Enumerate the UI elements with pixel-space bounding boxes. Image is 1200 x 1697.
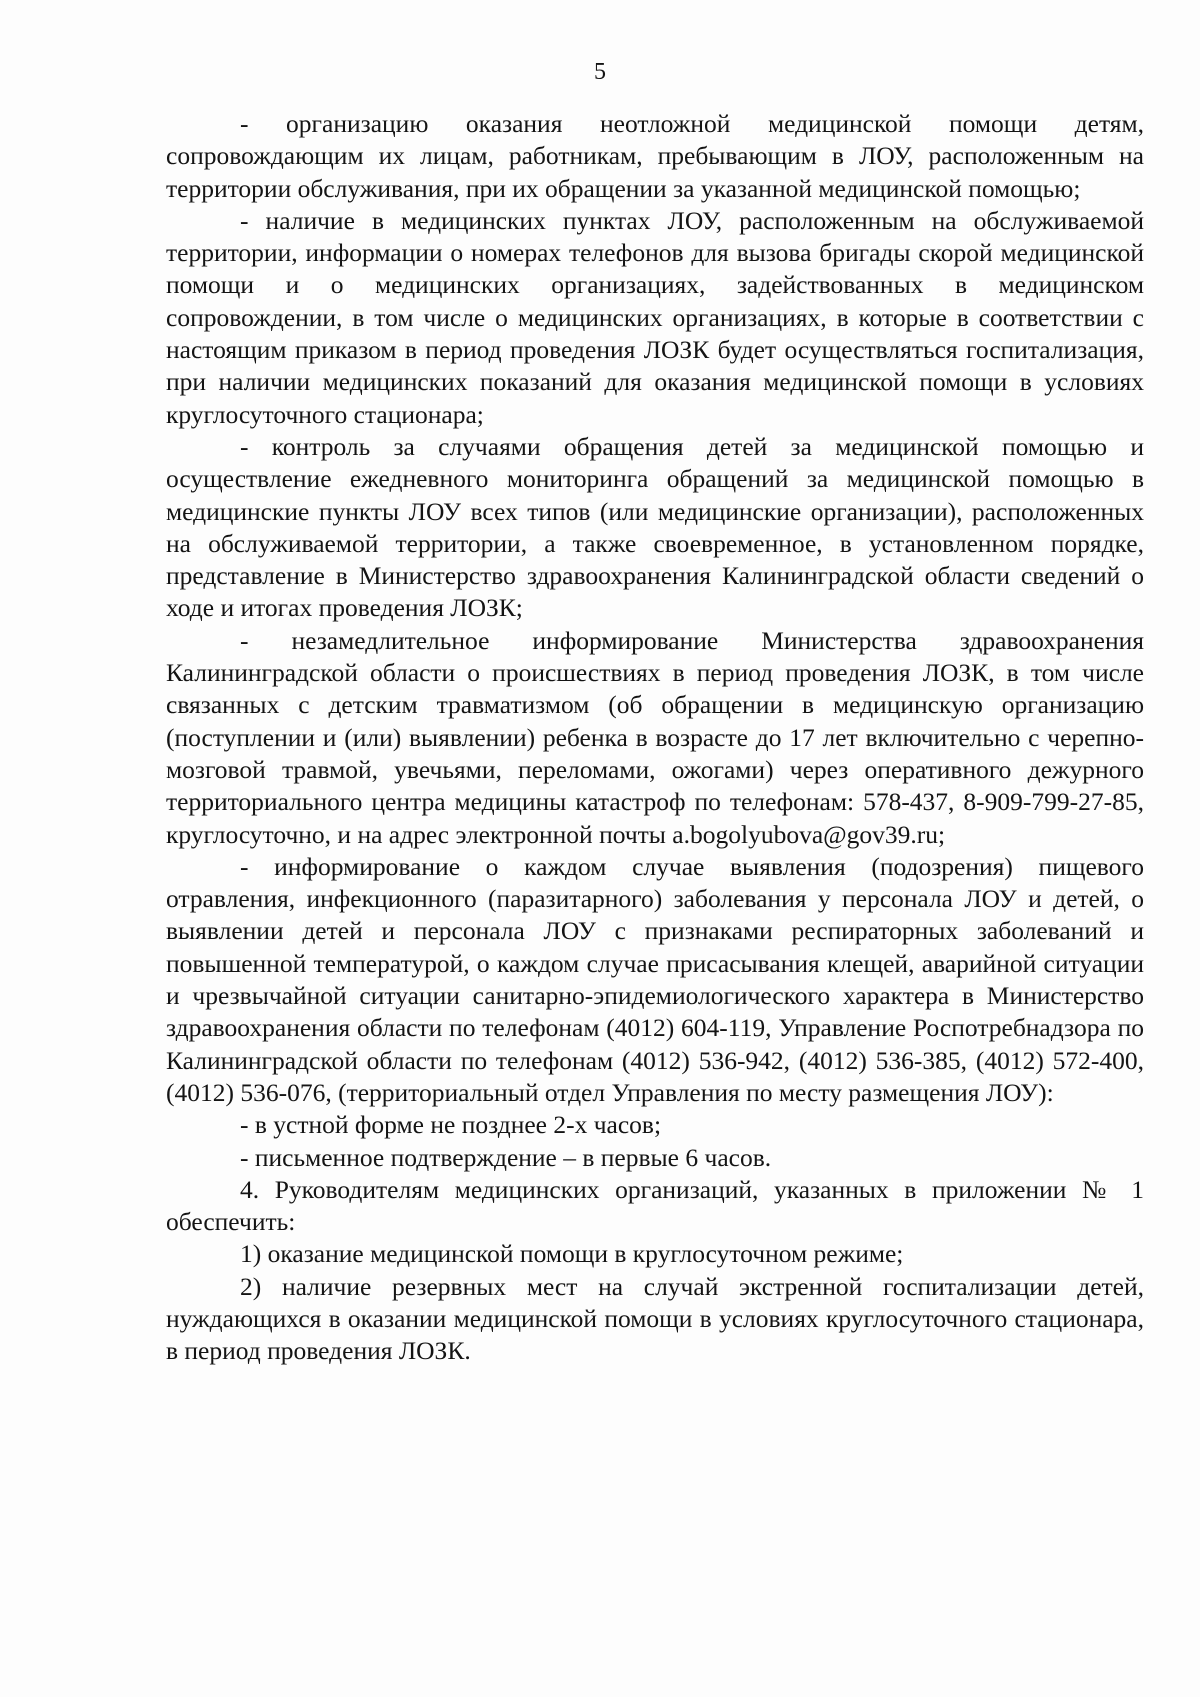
paragraph-infection-reporting: - информирование о каждом случае выявления (подозрения) пищевого отравления, инфекционного (паразитарного) заболевания у персонала ЛОУ и детей, о выявлении детей и персонала ЛОУ с признаками респираторных заболеваний и повышенной температурой, о каждом случае присасывания клещей, аварийной ситуации и чрезвычайной ситуации санитарно-эпидемиологического характера в Министерство здравоохранения области по телефонам (4012) 604-119, Управление Роспотребнадзора по Калининградской области по телефонам (4012) 536-942, (4012) 536-385, (4012) 572-400, (4012) 536-076, (территориальный отдел Управления по месту размещения ЛОУ): <box>166 851 1144 1107</box>
paragraph-emergency-care: - организацию оказания неотложной медицинской помощи детям, сопровождающим их лицам, работникам, пребывающим в ЛОУ, расположенным на территории обслуживания, при их обращении за указанной медицинской помощью; <box>166 109 1144 203</box>
paragraph-item-4-2: 2) наличие резервных мест на случай экстренной госпитализации детей, нуждающихся в оказании медицинской помощи в условиях круглосуточного стационара, в период проведения ЛОЗК. <box>166 1271 1144 1366</box>
paragraph-written-report: - письменное подтверждение – в первые 6 часов. <box>240 1142 772 1172</box>
paragraph-phone-info: - наличие в медицинских пунктах ЛОУ, расположенным на обслуживаемой территории, информации о номерах телефонов для вызова бригады скорой медицинской помощи и о медицинских организациях, задействованных в медицинском сопровождении, в том числе о медицинских организациях, в которые в соответствии с настоящим приказом в период проведения ЛОЗК будет осуществляться госпитализация, при наличии медицинских показаний для оказания медицинской помощи в условиях круглосуточного стационара; <box>166 205 1144 429</box>
paragraph-item-4-1: 1) оказание медицинской помощи в круглосуточном режиме; <box>240 1239 904 1269</box>
paragraph-item-4: 4. Руководителям медицинских организаций, указанных в приложении № 1 обеспечить: <box>166 1174 1144 1237</box>
page-number: 5 <box>594 59 606 85</box>
paragraph-incident-reporting: - незамедлительное информирование Министерства здравоохранения Калининградской области о происшествиях в период проведения ЛОЗК, в том числе связанных с детским травматизмом (об обращении в медицинскую организацию (поступлении и (или) выявлении) ребенка в возрасте до 17 лет включительно с черепно-мозговой травмой, увечьями, переломами, ожогами) через оперативного дежурного территориального центра медицины катастроф по телефонам: 578-437, 8-909-799-27-85, круглосуточно, и на адрес электронной почты a.bogolyubova@gov39.ru; <box>166 625 1144 849</box>
paragraph-oral-report: - в устной форме не позднее 2-х часов; <box>240 1110 662 1140</box>
document-body <box>166 108 1144 1368</box>
paragraph-monitoring: - контроль за случаями обращения детей за медицинской помощью и осуществление ежедневного мониторинга обращений за медицинской помощью в медицинские пункты ЛОУ всех типов (или медицинские организации), расположенных на обслуживаемой территории, а также своевременное, в установленном порядке, представление в Министерство здравоохранения Калининградской области сведений о ходе и итогах проведения ЛОЗК; <box>166 431 1144 623</box>
